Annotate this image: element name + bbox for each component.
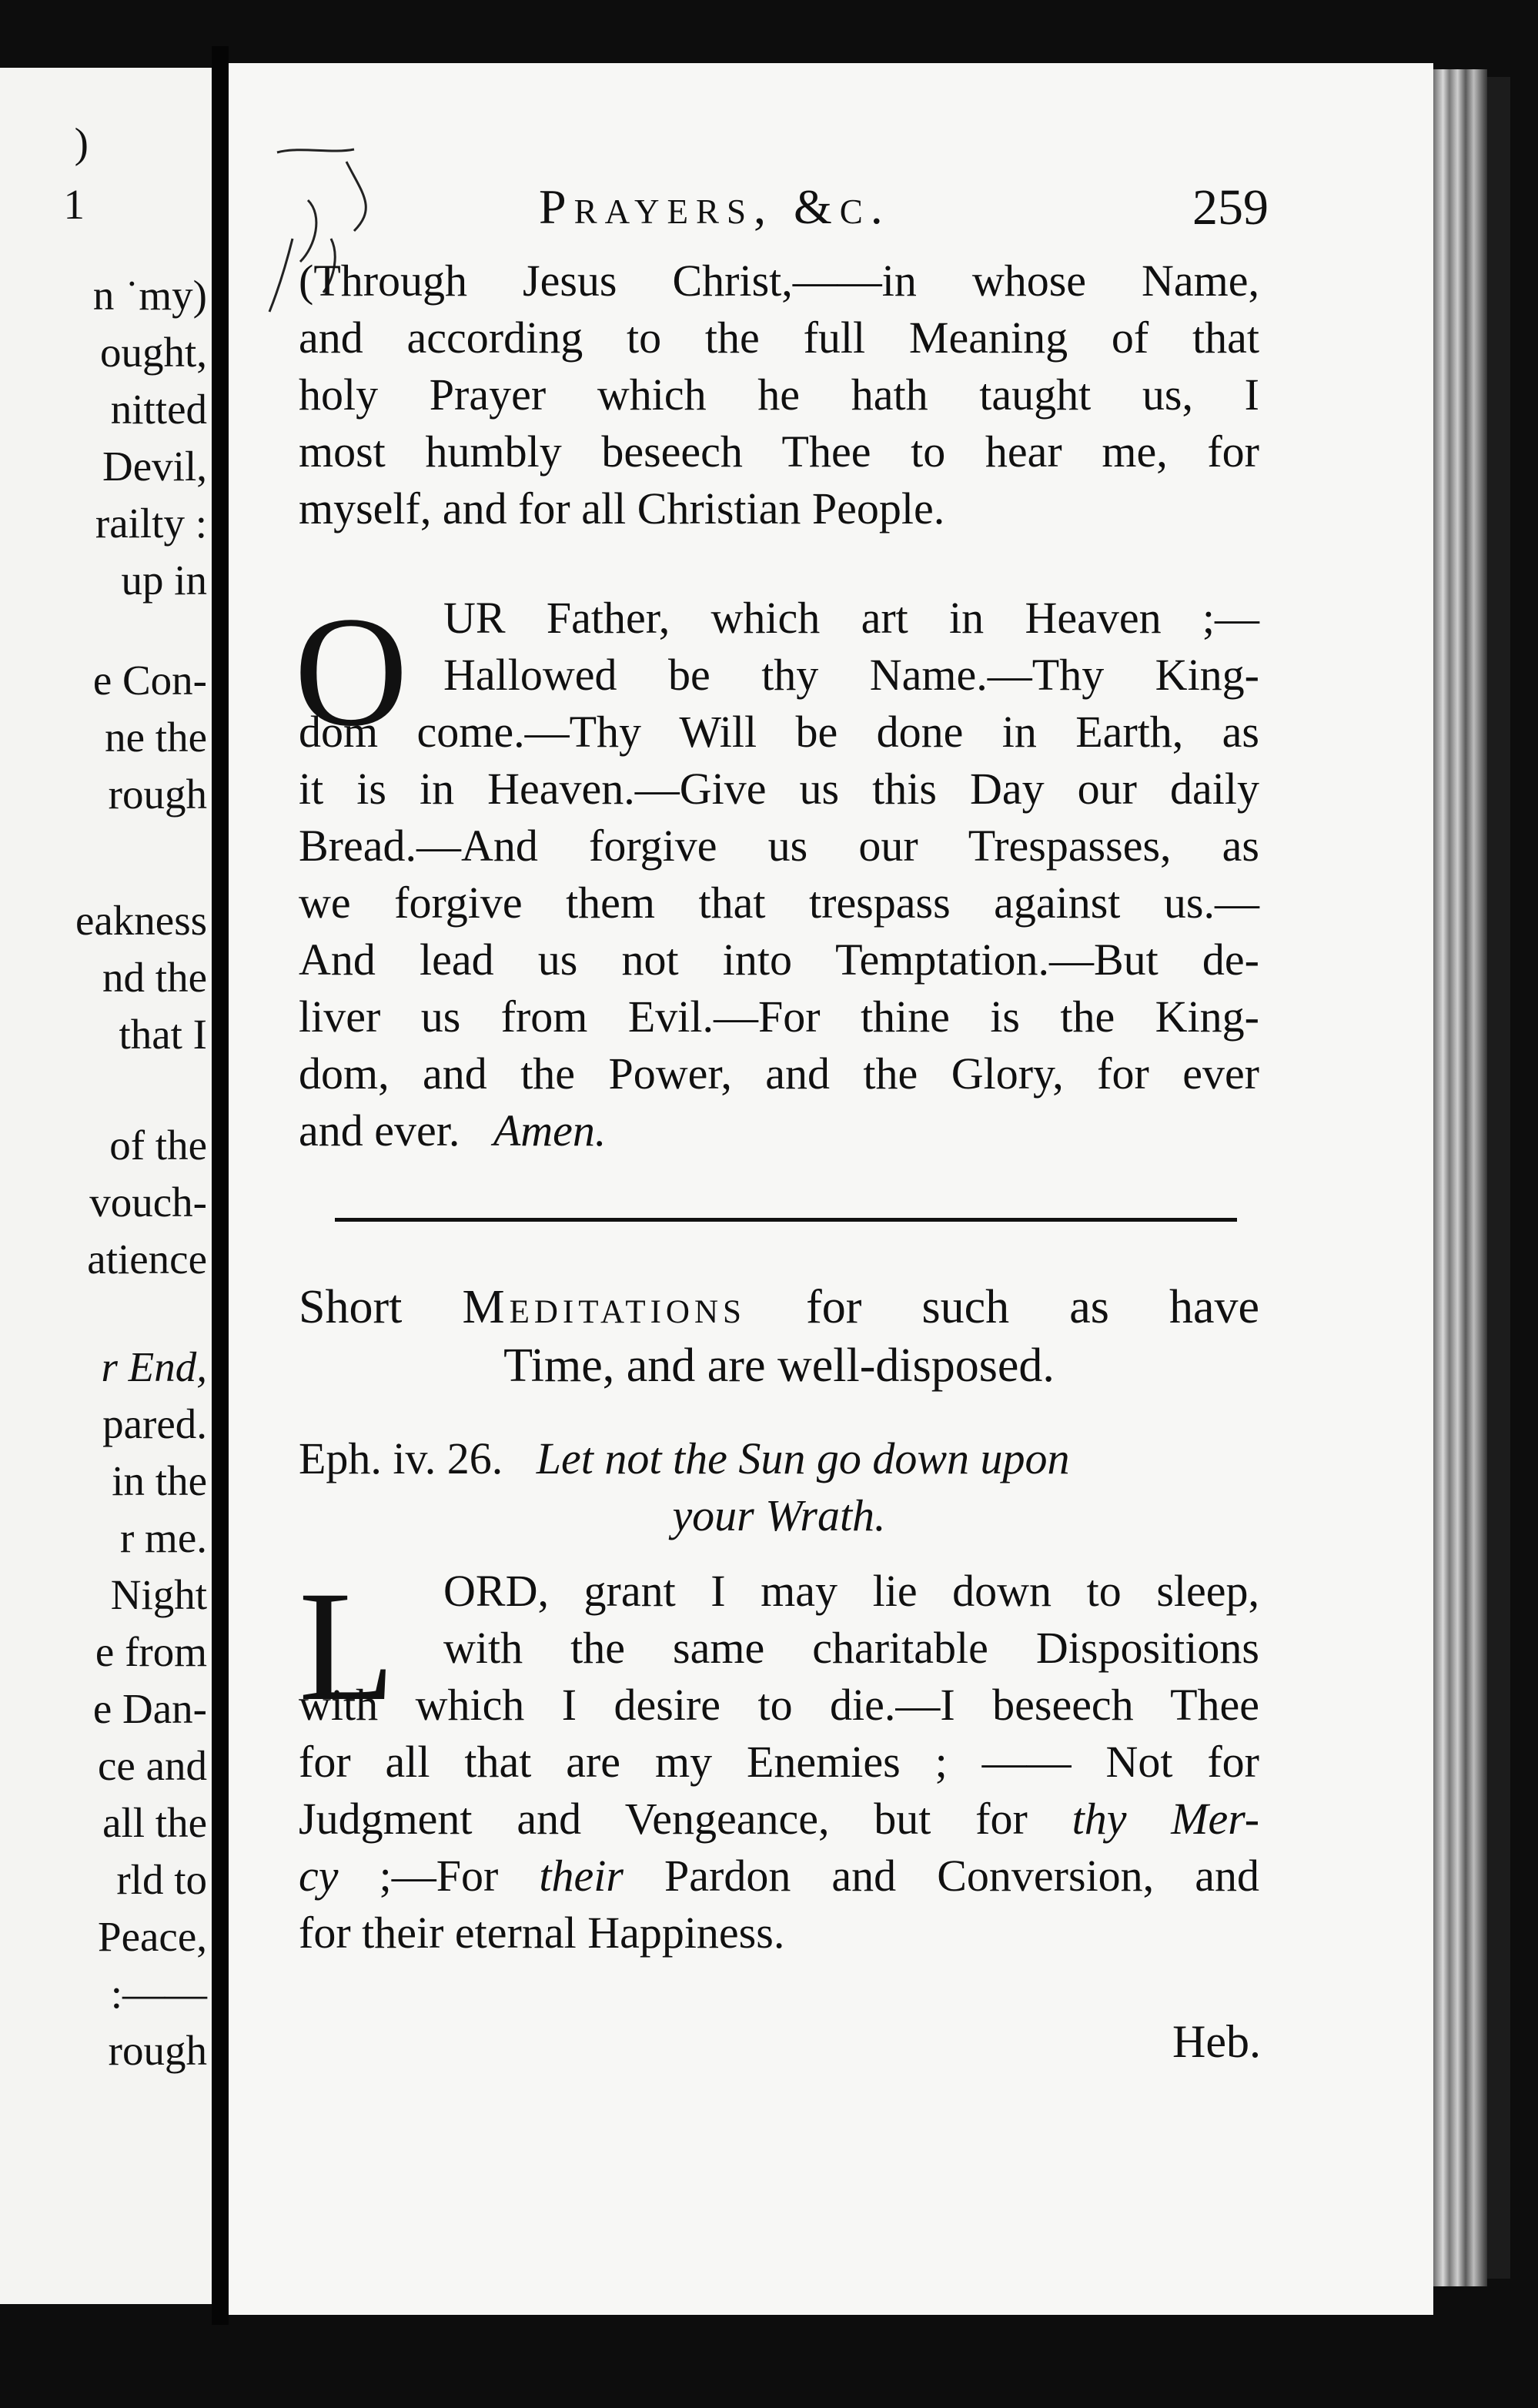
left-fragment: Peace, [98, 1913, 207, 1960]
page-edge-shadow [1487, 77, 1510, 2279]
text-line-amen [299, 1102, 1259, 1159]
text-line: Bread.—And forgive us our Trespasses, as [299, 821, 1259, 871]
left-fragment: n ˙my) [92, 272, 207, 319]
text-line: and according to the full Meaning of that [299, 313, 1259, 363]
left-fragment: ) [74, 119, 89, 166]
text-line [299, 1848, 1259, 1905]
text-line: dom, and the Power, and the Glory, for ever [299, 1048, 1259, 1099]
section-title-line2: Time, and are well-disposed. [503, 1339, 1055, 1392]
text-line: with which I desire to die.—I beseech Thee [299, 1680, 1259, 1730]
text-line: UR Father, which art in Heaven ;— [443, 593, 1259, 643]
running-header: Prayers, &c. [539, 179, 891, 234]
left-fragment: ce and [98, 1742, 207, 1789]
left-fragment: 1 [63, 181, 85, 228]
text-line [299, 1791, 1259, 1848]
text-pardon: Pardon and Conversion, and [664, 1851, 1260, 1901]
book-gutter [212, 46, 229, 2325]
text-line: for their eternal Happiness. [299, 1908, 785, 1958]
left-fragment: rld to [116, 1856, 207, 1903]
verse-text: Let not the Sun go down upon [536, 1433, 1070, 1483]
left-fragment: atience [87, 1236, 207, 1283]
verse-text-continued: your Wrath. [672, 1490, 886, 1540]
title-rest: for such as have [806, 1281, 1260, 1333]
text-line: liver us from Evil.—For thine is the King- [299, 992, 1259, 1042]
section-divider-rule [335, 1218, 1237, 1222]
title-meditations: Meditations [462, 1281, 746, 1333]
left-fragment: up in [121, 557, 207, 604]
paragraph-through-jesus [299, 253, 1259, 537]
facing-page-fragment [0, 68, 216, 2304]
text-judgment: Judgment and Vengeance, but for [299, 1794, 1028, 1844]
left-fragment: railty : [95, 500, 207, 547]
left-fragment: all the [102, 1799, 207, 1846]
drop-cap-l: L [299, 1559, 396, 1734]
drop-cap-o: O [294, 584, 409, 759]
text-line: And lead us not into Temptation.—But de- [299, 935, 1259, 985]
text-line: holy Prayer which he hath taught us, I [299, 370, 1259, 420]
left-fragment: of the [109, 1122, 207, 1169]
left-fragment: pared. [102, 1400, 207, 1447]
page-number: 259 [1192, 179, 1269, 236]
text-line: myself, and for all Christian People. [299, 483, 945, 533]
text-line: most humbly beseech Thee to hear me, for [299, 426, 1259, 477]
section-title-line1 [299, 1278, 1259, 1336]
left-fragment: e from [95, 1628, 207, 1675]
left-fragment: rough [108, 2027, 207, 2074]
left-fragment: eakness [75, 897, 207, 944]
left-fragment: :—— [110, 1970, 207, 2017]
catchword: Heb. [1172, 2016, 1261, 2067]
left-fragment: r End, [101, 1343, 207, 1390]
scripture-reference [299, 1430, 1259, 1487]
title-short: Short [299, 1281, 403, 1333]
text-line: we forgive them that trespass against us.— [299, 878, 1259, 928]
paragraph-lords-prayer [299, 590, 1259, 1159]
text-line: it is in Heaven.—Give us this Day our daily [299, 764, 1259, 814]
paragraph-meditation [299, 1559, 1260, 1962]
left-fragment: e Dan- [92, 1685, 207, 1732]
left-fragment: vouch- [89, 1179, 207, 1226]
text-their: their [539, 1851, 624, 1901]
text-line: ORD, grant I may lie down to sleep, [443, 1566, 1259, 1616]
text-thy-mercy: thy Mer- [1072, 1794, 1260, 1844]
text-and-ever: and ever. [299, 1105, 460, 1156]
text-amen: Amen. [493, 1105, 607, 1156]
text-line: (Through Jesus Christ,——in whose Name, [299, 256, 1259, 306]
text-line: for all that are my Enemies ; —— Not for [299, 1737, 1259, 1787]
left-fragment: r me. [119, 1514, 207, 1561]
left-fragment: nd the [102, 954, 207, 1001]
text-line: Hallowed be thy Name.—Thy King- [443, 650, 1259, 700]
left-fragment: Devil, [102, 443, 207, 490]
page-edges [1433, 69, 1487, 2286]
text-for: ;—For [379, 1851, 499, 1901]
left-fragment: ne the [105, 714, 207, 761]
left-fragment: rough [108, 771, 207, 818]
left-fragment: Night [110, 1571, 207, 1618]
left-fragment: ought, [99, 329, 207, 376]
left-fragment: that I [119, 1011, 207, 1058]
left-fragment: in the [112, 1457, 207, 1504]
left-fragment: nitted [110, 386, 207, 433]
text-cy: cy [299, 1851, 339, 1901]
left-fragment: e Con- [92, 657, 207, 704]
text-line: with the same charitable Dispositions [443, 1623, 1259, 1673]
text-line: dom come.—Thy Will be done in Earth, as [299, 707, 1259, 757]
reference-citation: Eph. iv. 26. [299, 1433, 503, 1483]
